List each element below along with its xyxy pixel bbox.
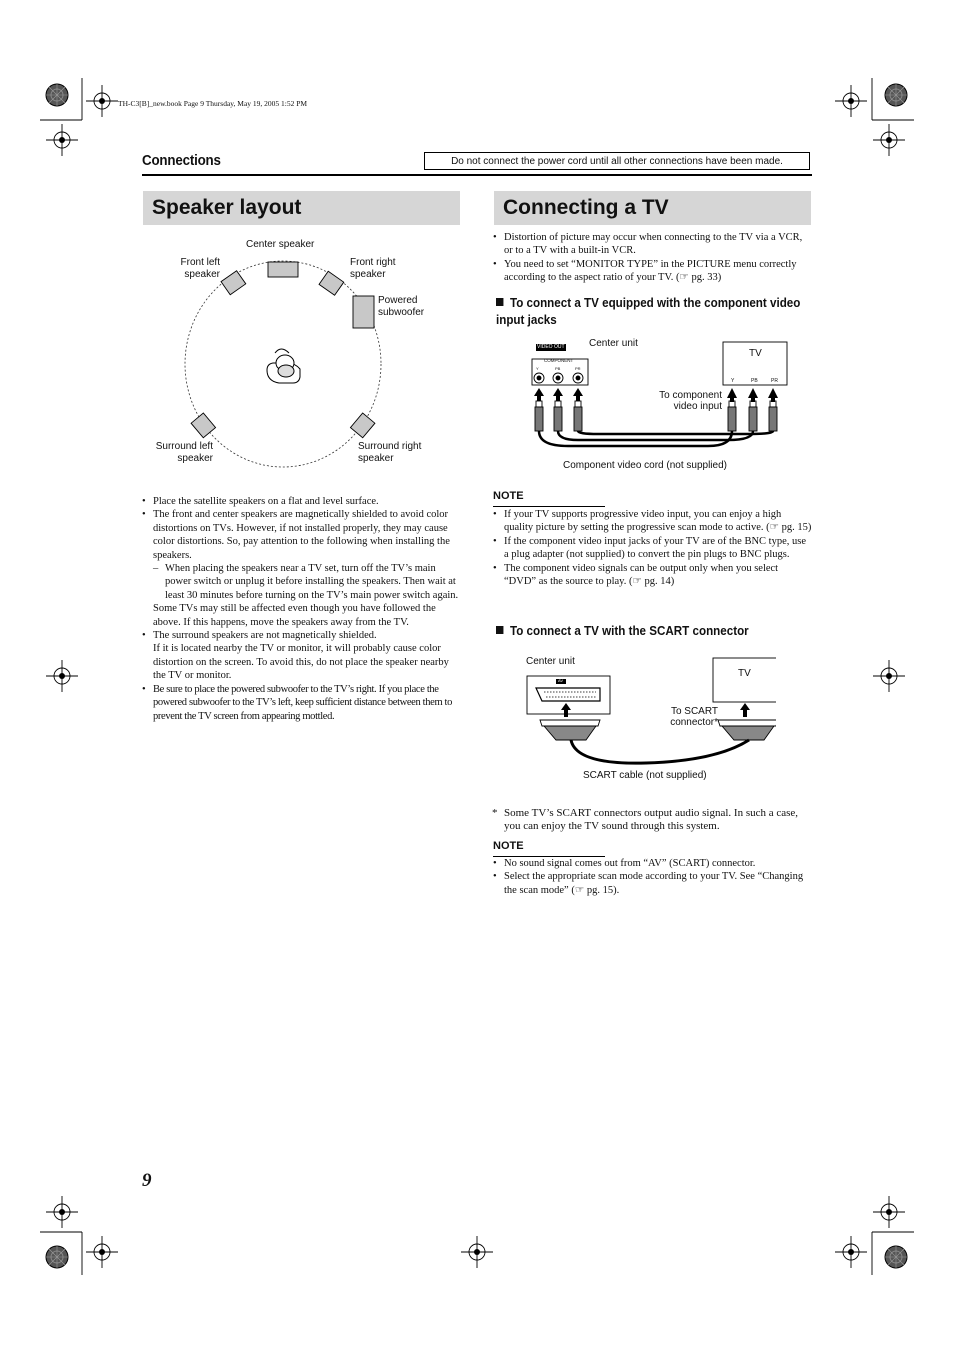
component-heading [496, 295, 817, 329]
header-rule [142, 174, 812, 176]
to-scart-line2: connector* [670, 717, 718, 728]
surround-left-label-line2: speaker [177, 453, 213, 464]
surround-left-label-line1: Surround left [155, 441, 213, 452]
note-item: • If the component video input jacks of your TV are of the BNC type, use a plug adapter (not supplied) to convert the pin plugs to BNC plugs. [492, 535, 812, 562]
front-left-label-line2: speaker [184, 269, 220, 280]
intro-item: • Distortion of picture may occur when connecting to the TV via a VCR, or to a TV with a built-in VCR. [492, 231, 812, 258]
speaker-note-item: • Place the satellite speakers on a flat and level surface. [141, 495, 461, 508]
surround-right-speaker-icon [350, 413, 374, 438]
component-tv-label: TV [749, 348, 762, 359]
front-right-speaker-icon [319, 271, 344, 295]
section-label: Connections [142, 153, 221, 169]
dash-marker: – [153, 563, 159, 575]
connecting-tv-title: Connecting a TV [494, 191, 811, 225]
scart-tv-label: TV [738, 668, 751, 679]
subwoofer-label-line2: subwoofer [378, 307, 425, 318]
speaker-note-subitem [141, 562, 461, 602]
surround-left-speaker-icon [191, 413, 215, 438]
front-right-label-line2: speaker [350, 269, 386, 280]
tv-jack-pr-label: PR [771, 378, 778, 384]
subwoofer-label-line1: Powered [378, 295, 418, 306]
component-heading-text: To connect a TV equipped with the component video input jacks [496, 296, 801, 327]
power-cord-warning: Do not connect the power cord until all other connections have been made. [424, 152, 810, 170]
listener-icon [267, 349, 300, 383]
note-underline [493, 506, 605, 507]
page-number: 9 [142, 1170, 152, 1191]
note-heading: NOTE [493, 840, 524, 852]
center-speaker-icon [268, 262, 298, 277]
print-job-header: TH-C3[B]_new.book Page 9 Thursday, May 19, 2005 1:52 PM [118, 99, 308, 108]
surround-left-label [146, 441, 213, 465]
subwoofer-icon [353, 296, 374, 328]
unit-scart-socket [536, 688, 600, 701]
scart-notes [492, 857, 812, 897]
unit-jack-pr-label: PR [575, 366, 581, 371]
front-left-speaker-icon [221, 271, 246, 295]
component-notes [492, 508, 812, 588]
to-scart-line1: To SCART [670, 706, 718, 717]
video-out-label: VIDEO OUT [537, 344, 565, 350]
to-component-input-label [640, 390, 722, 412]
note-heading: NOTE [493, 490, 524, 502]
component-cables [539, 431, 773, 446]
unit-jack-pb-label: PB [555, 366, 561, 371]
scart-connection-diagram [516, 655, 776, 775]
note-item: • If your TV supports progressive video input, you can enjoy a high quality picture by setting the progressive scan mode to active. (☞ pg. 15) [492, 508, 812, 535]
speaker-note-item: • The front and center speakers are magnetically shielded to avoid color distortions on TVs. However, if not installed properly, they may cause color distortions. So, pay attention to the following when installing the speakers. [141, 508, 461, 562]
speaker-note-item: • The surround speakers are not magnetically shielded. [141, 629, 461, 642]
av-label: AV [558, 678, 564, 683]
scart-cable [571, 740, 749, 763]
speaker-note-subitem-text: When placing the speakers near a TV set, turn off the TV’s main power switch or unplug it before installing the speakers. Then wait at least 30 minutes before turning on the TV’s main power switch again. [165, 563, 459, 601]
speaker-layout-notes [141, 495, 461, 723]
speaker-layout-title: Speaker layout [143, 191, 460, 225]
note-item: • The component video signals can be output only when you select “DVD” as the source to play. (☞ pg. 14) [492, 562, 812, 589]
scart-center-unit-label: Center unit [526, 656, 575, 667]
to-component-input-line1: To component [659, 390, 722, 401]
note-item: • Select the appropriate scan mode according to your TV. See “Changing the scan mode” (☞ pg. 15). [492, 870, 812, 897]
front-left-label [176, 257, 220, 281]
connecting-tv-intro [492, 231, 812, 285]
component-panel-label: COMPONENT [544, 358, 574, 363]
asterisk-marker: * [492, 807, 498, 819]
surround-right-label-line1: Surround right [358, 441, 422, 452]
surround-right-label-line2: speaker [358, 453, 394, 464]
to-scart-label [650, 706, 718, 728]
scart-heading-text: To connect a TV with the SCART connector [509, 624, 749, 638]
scart-cable-label: SCART cable (not supplied) [583, 770, 707, 781]
surround-right-label [358, 441, 421, 465]
square-bullet-icon [496, 298, 503, 306]
unit-jack-y-label: Y [536, 366, 539, 371]
tv-jack-y-label: Y [731, 378, 735, 384]
front-right-label [350, 257, 396, 281]
speaker-note-item: • Be sure to place the powered subwoofer to the TV’s right. If you place the powered subwoofer to the TV’s left, keep sufficient distance between them to prevent the TV screen from appearing mottled. [141, 683, 461, 723]
square-bullet-icon [496, 626, 503, 634]
intro-item: • You need to set “MONITOR TYPE” in the PICTURE menu correctly according to the aspect ratio of your TV. (☞ pg. 33) [492, 258, 812, 285]
scart-heading [496, 623, 794, 640]
component-center-unit-label: Center unit [589, 338, 638, 349]
subwoofer-label [378, 295, 424, 319]
component-jacks [534, 373, 583, 383]
front-left-label-line1: Front left [180, 257, 220, 268]
speaker-note-continuation: Some TVs may still be affected even though you have followed the above. If this happens, move the speakers away from the TV. [153, 603, 436, 628]
tv-jack-pb-label: PB [751, 378, 758, 384]
front-right-label-line1: Front right [350, 257, 396, 268]
tv-box [713, 658, 776, 702]
note-item: • No sound signal comes out from “AV” (SCART) connector. [492, 857, 812, 870]
scart-footnote [492, 807, 812, 834]
center-speaker-label: Center speaker [246, 239, 315, 250]
speaker-note-continuation: If it is located nearby the TV or monitor, it will probably cause color distortion on the screen. To avoid this, do not place the speaker nearby the TV or monitor. [153, 643, 449, 682]
scart-footnote-text: Some TV’s SCART connectors output audio signal. In such a case, you can enjoy the TV sound through this system. [504, 807, 799, 833]
component-cord-label: Component video cord (not supplied) [563, 460, 727, 471]
to-component-input-line2: video input [673, 401, 722, 412]
